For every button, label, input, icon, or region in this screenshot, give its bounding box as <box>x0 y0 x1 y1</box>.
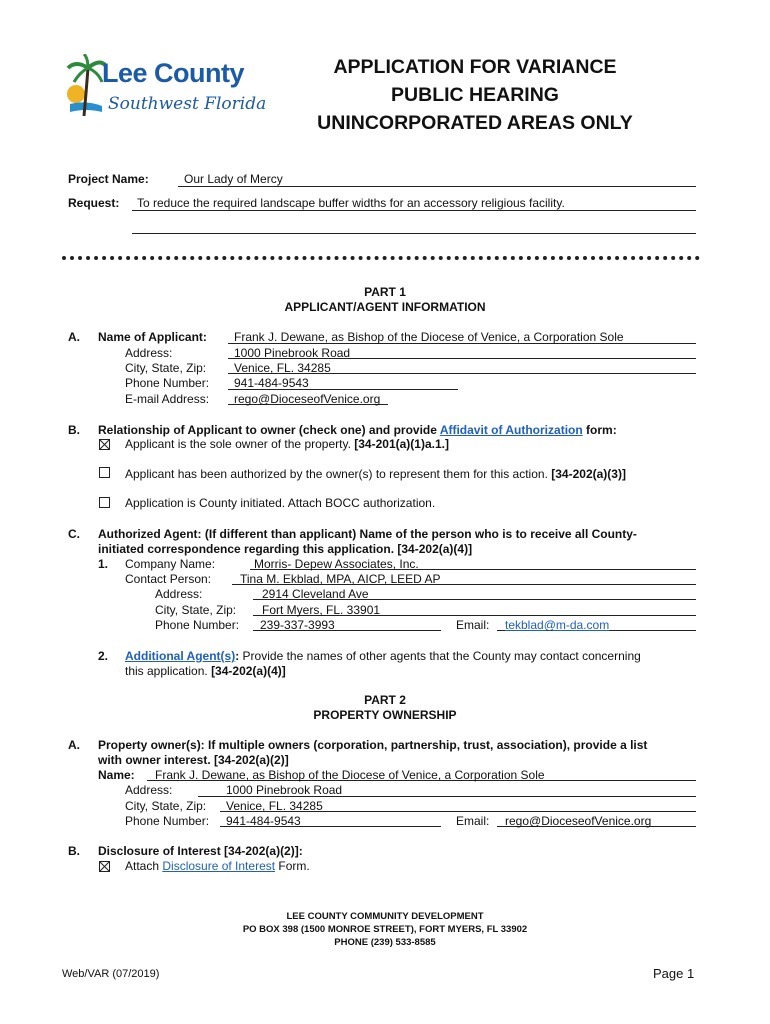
agent-phone-field[interactable]: 239-337-3993 <box>260 618 335 632</box>
agent-address-field[interactable]: 2914 Cleveland Ave <box>262 587 369 601</box>
form-id: Web/VAR (07/2019) <box>62 968 160 980</box>
additional-agents-text: Provide the names of other agents that the County may contact concerning <box>239 649 641 663</box>
applicant-city-field[interactable]: Venice, FL. 34285 <box>234 361 331 375</box>
applicant-name-field[interactable]: Frank J. Dewane, as Bishop of the Diocese of Venice, a Corporation Sole <box>234 330 624 344</box>
additional-agents-line-2 <box>125 664 286 678</box>
project-name-label: Project Name: <box>68 172 149 186</box>
applicant-email-field[interactable]: rego@DioceseofVenice.org <box>234 392 381 406</box>
project-name-line <box>178 186 696 187</box>
request-label: Request: <box>68 196 120 210</box>
part2-subheading: PROPERTY OWNERSHIP <box>313 708 457 722</box>
applicant-city-label: City, State, Zip: <box>125 361 207 375</box>
page-number: Page 1 <box>653 966 695 981</box>
owner-name-field[interactable]: Frank J. Dewane, as Bishop of the Diocese of Venice, a Corporation Sole <box>155 768 545 782</box>
owner-name-label: Name: <box>98 768 135 782</box>
company-name-label: Company Name: <box>125 557 216 571</box>
sole-owner-checkbox[interactable] <box>99 439 110 450</box>
owner-email-label: Email: <box>456 814 490 828</box>
disclosure-heading: Disclosure of Interest [34-202(a)(2)]: <box>98 844 303 858</box>
owner-heading-line-1: Property owner(s): If multiple owners (corporation, partnership, trust, association), provide a list <box>98 738 648 752</box>
county-initiated-checkbox[interactable] <box>99 497 110 508</box>
applicant-phone-label: Phone Number: <box>125 376 210 390</box>
owner-phone-field[interactable]: 941-484-9543 <box>226 814 301 828</box>
applicant-phone-field[interactable]: 941-484-9543 <box>234 376 309 390</box>
project-name-field[interactable]: Our Lady of Mercy <box>184 172 283 186</box>
part2-heading: PART 2 <box>364 693 406 707</box>
section-b-letter: B. <box>68 423 80 437</box>
logo-subtitle: Southwest Florida <box>108 94 267 114</box>
agent-address-label: Address: <box>155 587 203 601</box>
additional-agents-text-2: this application. <box>125 664 208 678</box>
footer-address: PO BOX 398 (1500 MONROE STREET), FORT MYERS, FL 33902 <box>242 924 528 935</box>
authorized-option <box>125 467 626 481</box>
owner-email-field[interactable]: rego@DioceseofVenice.org <box>505 814 652 828</box>
part1-subheading: APPLICANT/AGENT INFORMATION <box>284 300 486 314</box>
affidavit-link[interactable]: Affidavit of Authorization <box>439 423 583 437</box>
applicant-name-label: Name of Applicant: <box>98 330 207 344</box>
section-a-letter: A. <box>68 330 80 344</box>
agent-number-1: 1. <box>98 557 109 571</box>
part2-a-letter: A. <box>68 738 80 752</box>
county-initiated-option: Application is County initiated. Attach BOCC authorization. <box>125 496 436 510</box>
disclosure-attach-end: Form. <box>275 859 310 873</box>
footer-phone: PHONE (239) 533-8585 <box>334 937 436 948</box>
applicant-address-label: Address: <box>125 346 173 360</box>
agent-city-label: City, State, Zip: <box>155 603 237 617</box>
contact-person-field[interactable]: Tina M. Ekblad, MPA, AICP, LEED AP <box>240 572 441 586</box>
additional-agents-line-1 <box>125 649 641 663</box>
sole-owner-option <box>125 437 449 451</box>
owner-city-field[interactable]: Venice, FL. 34285 <box>226 799 323 813</box>
lee-county-logo <box>66 54 267 124</box>
applicant-address-field[interactable]: 1000 Pinebrook Road <box>234 346 351 360</box>
disclosure-attach <box>125 859 310 873</box>
relationship-heading-text: Relationship of Applicant to owner (check one) and provide <box>98 423 440 437</box>
owner-phone-label: Phone Number: <box>125 814 210 828</box>
applicant-email-label: E-mail Address: <box>125 392 210 406</box>
additional-agents-ref: [34-202(a)(4)] <box>211 664 286 678</box>
disclosure-checkbox[interactable] <box>99 861 110 872</box>
request-line-2 <box>132 233 696 234</box>
request-field[interactable]: To reduce the required landscape buffer widths for an accessory religious facility. <box>137 196 565 210</box>
authorized-ref: [34-202(a)(3)] <box>551 467 626 481</box>
palm-tree-icon <box>66 54 106 120</box>
agent-phone-label: Phone Number: <box>155 618 240 632</box>
dotted-divider <box>62 256 700 260</box>
agent-number-2: 2. <box>98 649 109 663</box>
owner-heading-line-2: with owner interest. [34-202(a)(2)] <box>98 753 289 767</box>
part1-heading: PART 1 <box>364 285 406 299</box>
owner-address-label: Address: <box>125 783 173 797</box>
agent-heading-line-1: Authorized Agent: (If different than applicant) Name of the person who is to receive all County- <box>98 527 637 541</box>
section-c-letter: C. <box>68 527 80 541</box>
additional-agents-link[interactable]: Additional Agent(s) <box>125 649 236 663</box>
authorized-checkbox[interactable] <box>99 467 110 478</box>
sole-owner-text: Applicant is the sole owner of the property. <box>125 437 351 451</box>
relationship-heading <box>98 423 617 437</box>
company-name-field[interactable]: Morris- Depew Associates, Inc. <box>254 557 419 571</box>
disclosure-of-interest-link[interactable]: Disclosure of Interest <box>162 859 276 873</box>
owner-address-field[interactable]: 1000 Pinebrook Road <box>226 783 343 797</box>
part2-b-letter: B. <box>68 844 80 858</box>
agent-email-label: Email: <box>456 618 490 632</box>
authorized-text: Applicant has been authorized by the owner(s) to represent them for this action. <box>125 467 548 481</box>
logo-title: Lee County <box>102 58 245 88</box>
contact-person-label: Contact Person: <box>125 572 212 586</box>
disclosure-attach-text: Attach <box>125 859 163 873</box>
title-line-3: UNINCORPORATED AREAS ONLY <box>317 112 633 134</box>
sole-owner-ref: [34-201(a)(1)a.1.] <box>354 437 449 451</box>
title-line-1: APPLICATION FOR VARIANCE <box>333 56 617 78</box>
agent-city-field[interactable]: Fort Myers, FL. 33901 <box>262 603 381 617</box>
relationship-heading-end: form: <box>582 423 617 437</box>
footer-org: LEE COUNTY COMMUNITY DEVELOPMENT <box>286 911 484 922</box>
additional-agents-colon: : <box>235 649 240 663</box>
request-line-1 <box>132 210 696 211</box>
agent-email-field[interactable]: tekblad@m-da.com <box>505 618 610 632</box>
owner-city-label: City, State, Zip: <box>125 799 207 813</box>
title-line-2: PUBLIC HEARING <box>391 84 559 106</box>
agent-heading-line-2: initiated correspondence regarding this application. [34-202(a)(4)] <box>98 542 473 556</box>
